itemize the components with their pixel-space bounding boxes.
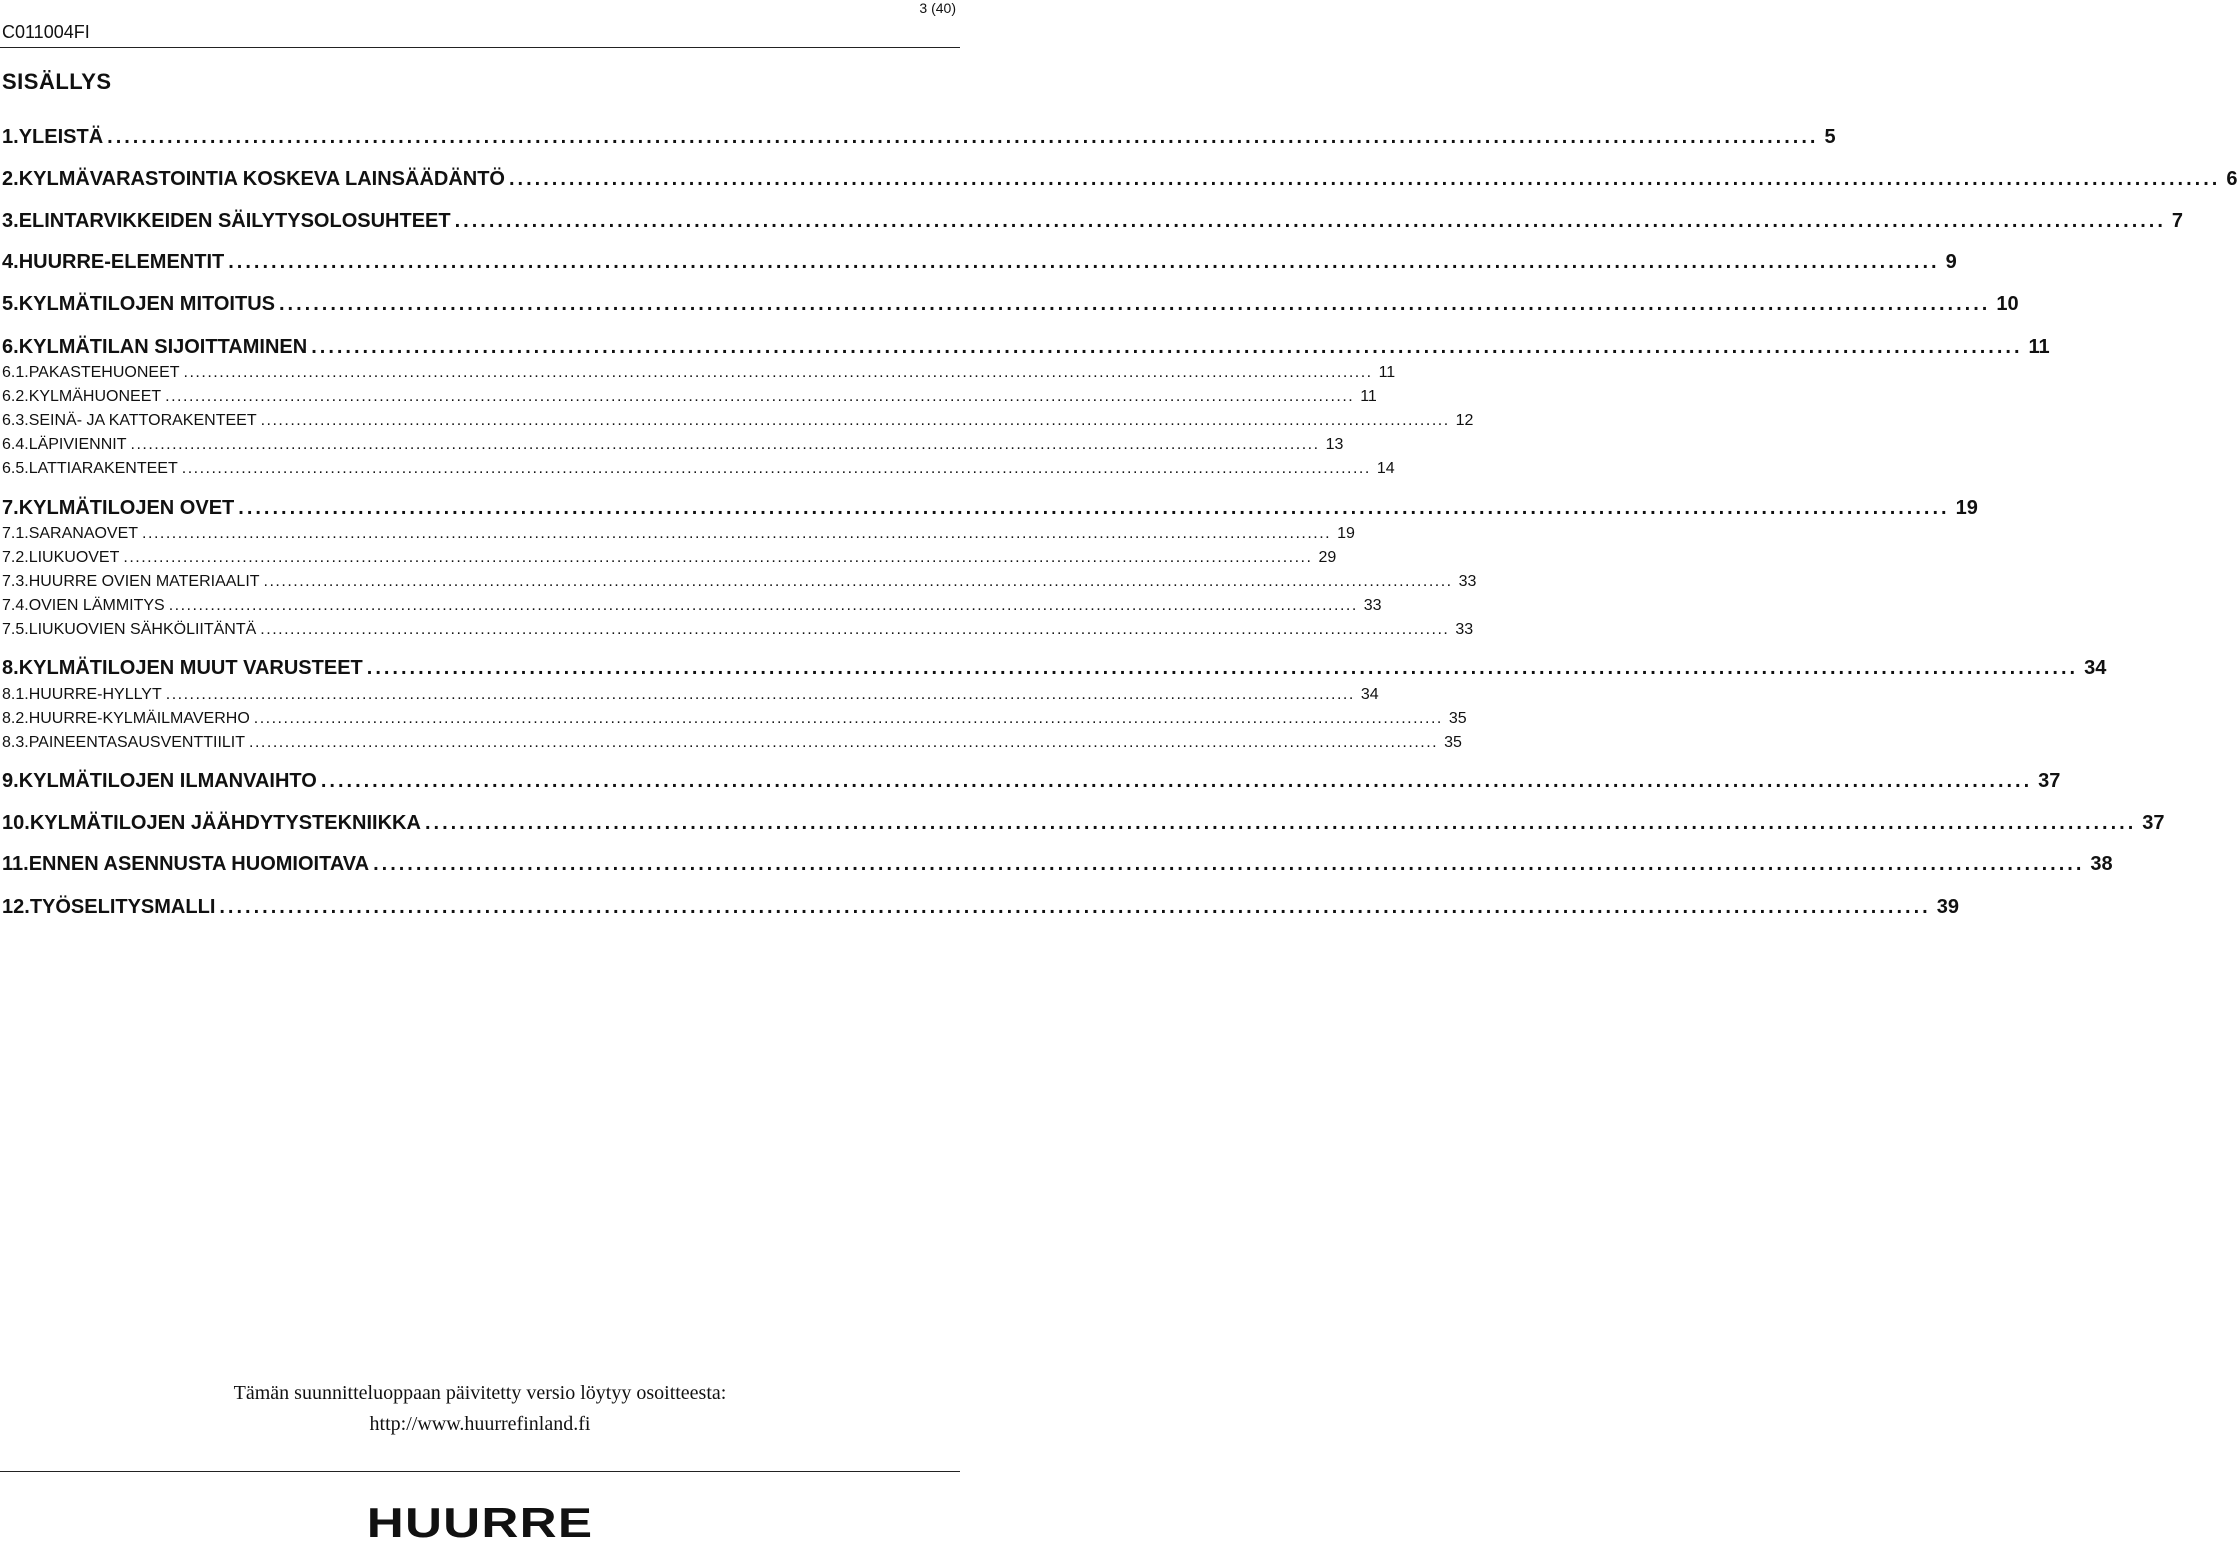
toc-entry-label: SEINÄ- JA KATTORAKENTEET <box>28 412 257 429</box>
toc-entry-page: 33 <box>1363 597 1382 614</box>
toc-entry-label: KYLMÄTILOJEN MITOITUS <box>18 293 275 315</box>
toc-entry[interactable] <box>2 812 2165 835</box>
toc-entry-number: 7.3. <box>2 573 29 590</box>
toc-entry-label: HUURRE-ELEMENTIT <box>18 251 225 273</box>
toc-entry-label: HUURRE OVIEN MATERIAALIT <box>28 573 260 590</box>
toc-entry-page: 38 <box>2090 853 2113 875</box>
toc-entry-page: 19 <box>1337 525 1355 542</box>
toc-leader-dots: ........................................................................................................................................................................................................ <box>228 251 1940 273</box>
toc-entry-page: 35 <box>1448 710 1467 727</box>
toc-entry-number: 6.2. <box>2 388 29 405</box>
toc-entry-number: 6.1. <box>2 364 29 381</box>
toc-leader-dots: ........................................................................................................................................................................................................ <box>253 710 1443 727</box>
header-divider <box>0 47 960 48</box>
toc-leader-dots: ........................................................................................................................................................................................................ <box>165 388 1355 405</box>
toc-entry-number: 7.5. <box>2 621 29 638</box>
toc-entry-page: 5 <box>1824 126 1836 148</box>
toc-entry-page: 35 <box>1444 734 1462 751</box>
toc-entry[interactable] <box>2 657 2107 680</box>
footer-divider <box>0 1471 960 1472</box>
toc-entry-label: OVIEN LÄMMITYS <box>28 597 165 614</box>
toc-entry[interactable] <box>2 770 2061 793</box>
toc-entry-page: 10 <box>1996 293 2019 315</box>
toc-leader-dots: ........................................................................................................................................................................................................ <box>168 597 1358 614</box>
toc-entry[interactable] <box>2 412 1474 430</box>
toc-entry-label: PAINEENTASAUSVENTTIILIT <box>28 734 246 751</box>
toc-entry-number: 11. <box>2 853 29 875</box>
toc-entry[interactable] <box>2 621 1474 639</box>
toc-entry-number: 2. <box>2 168 19 190</box>
toc-leader-dots: ........................................................................................................................................................................................................ <box>123 549 1313 566</box>
toc-entry-page: 11 <box>1360 388 1377 405</box>
toc-entry-number: 7.2. <box>2 549 29 566</box>
toc-entry[interactable] <box>2 126 1836 149</box>
toc-entry-page: 6 <box>2226 168 2237 190</box>
toc-leader-dots: ........................................................................................................................................................................................................ <box>279 293 1991 315</box>
toc-leader-dots: ........................................................................................................................................................................................................ <box>373 853 2085 875</box>
toc-entry-number: 8.1. <box>2 686 29 703</box>
toc-entry[interactable] <box>2 573 1477 591</box>
toc-entry-label: YLEISTÄ <box>18 126 104 148</box>
toc-entry-label: HUURRE-HYLLYT <box>28 686 162 703</box>
toc-entry-label: LIUKUOVET <box>28 549 120 566</box>
toc-entry-label: KYLMÄTILOJEN MUUT VARUSTEET <box>18 657 363 679</box>
toc-entry-label: HUURRE-KYLMÄILMAVERHO <box>28 710 250 727</box>
toc-entry-number: 12. <box>2 896 30 918</box>
toc-leader-dots: ........................................................................................................................................................................................................ <box>107 126 1819 148</box>
toc-entry-page: 39 <box>1936 896 1959 918</box>
toc-entry[interactable] <box>2 734 1462 752</box>
toc-entry[interactable] <box>2 460 1395 478</box>
toc-leader-dots: ........................................................................................................................................................................................................ <box>509 168 2221 190</box>
toc-entry-page: 11 <box>2028 336 2050 358</box>
toc-title: SISÄLLYS <box>2 69 112 94</box>
toc-entry-page: 34 <box>2084 657 2107 679</box>
toc-leader-dots: ........................................................................................................................................................................................................ <box>260 621 1450 638</box>
toc-entry-number: 9. <box>2 770 19 792</box>
toc-entry-number: 8.2. <box>2 710 29 727</box>
toc-entry-label: KYLMÄTILAN SIJOITTAMINEN <box>18 336 308 358</box>
toc-entry-number: 8. <box>2 657 19 679</box>
toc-leader-dots: ........................................................................................................................................................................................................ <box>165 686 1355 703</box>
toc-entry-label: KYLMÄVARASTOINTIA KOSKEVA LAINSÄÄDÄNTÖ <box>18 168 505 190</box>
toc-entry[interactable] <box>2 293 2019 316</box>
toc-entry-label: ENNEN ASENNUSTA HUOMIOITAVA <box>28 853 370 875</box>
toc-entry-label: LÄPIVIENNIT <box>28 436 127 453</box>
toc-entry-label: KYLMÄHUONEET <box>28 388 162 405</box>
toc-entry-label: KYLMÄTILOJEN ILMANVAIHTO <box>18 770 317 792</box>
toc-entry[interactable] <box>2 497 1978 520</box>
toc-leader-dots: ........................................................................................................................................................................................................ <box>320 770 2033 792</box>
toc-entry-label: SARANAOVET <box>28 525 139 542</box>
toc-leader-dots: ........................................................................................................................................................................................................ <box>424 812 2137 834</box>
huurre-logo: HUURRE <box>366 1499 594 1546</box>
toc-entry[interactable] <box>2 388 1377 406</box>
toc-entry-number: 1. <box>2 126 19 148</box>
toc-entry[interactable] <box>2 686 1379 704</box>
toc-leader-dots: ........................................................................................................................................................................................................ <box>238 497 1950 519</box>
toc-leader-dots: ........................................................................................................................................................................................................ <box>311 336 2023 358</box>
toc-entry-number: 7. <box>2 497 19 519</box>
update-notice <box>0 1378 960 1440</box>
toc-entry-page: 11 <box>1378 364 1396 381</box>
toc-entry-number: 5. <box>2 293 19 315</box>
toc-entry[interactable] <box>2 597 1382 615</box>
toc-entry-page: 14 <box>1376 460 1395 477</box>
toc-entry[interactable] <box>2 168 2237 191</box>
toc-entry-page: 13 <box>1325 436 1344 453</box>
toc-entry[interactable] <box>2 364 1396 382</box>
toc-leader-dots: ........................................................................................................................................................................................................ <box>142 525 1332 542</box>
toc-entry[interactable] <box>2 549 1337 567</box>
toc-entry[interactable] <box>2 853 2113 876</box>
toc-entry-page: 33 <box>1458 573 1477 590</box>
toc-entry-page: 12 <box>1455 412 1474 429</box>
toc-entry-number: 3. <box>2 210 19 232</box>
toc-entry-number: 4. <box>2 251 19 273</box>
toc-entry[interactable] <box>2 436 1344 454</box>
toc-entry-label: TYÖSELITYSMALLI <box>29 896 216 918</box>
toc-entry-page: 7 <box>2171 210 2184 232</box>
toc-entry-page: 37 <box>2142 812 2165 834</box>
toc-entry-number: 6.5. <box>2 460 29 477</box>
toc-entry-page: 9 <box>1945 251 1957 273</box>
toc-leader-dots: ........................................................................................................................................................................................................ <box>130 436 1320 453</box>
toc-entry[interactable] <box>2 251 1957 274</box>
toc-entry-page: 33 <box>1455 621 1474 638</box>
toc-leader-dots: ........................................................................................................................................................................................................ <box>263 573 1453 590</box>
toc-entry-page: 29 <box>1318 549 1337 566</box>
toc-entry-page: 19 <box>1955 497 1978 519</box>
toc-leader-dots: ........................................................................................................................................................................................................ <box>183 364 1373 381</box>
toc-entry-number: 6. <box>2 336 19 358</box>
toc-entry-label: KYLMÄTILOJEN OVET <box>18 497 235 519</box>
toc-entry[interactable] <box>2 525 1355 543</box>
toc-entry-number: 7.4. <box>2 597 29 614</box>
toc-entry-number: 6.3. <box>2 412 29 429</box>
toc-leader-dots: ........................................................................................................................................................................................................ <box>366 657 2079 679</box>
toc-entry[interactable] <box>2 710 1467 728</box>
toc-entry-page: 34 <box>1360 686 1379 703</box>
toc-entry[interactable] <box>2 336 2050 359</box>
toc-entry-number: 10. <box>2 812 30 834</box>
document-code: C011004FI <box>2 22 90 42</box>
toc-entry[interactable] <box>2 210 2184 233</box>
update-notice-text: Tämän suunnitteluoppaan päivitetty versio löytyy osoitteesta: <box>233 1382 727 1404</box>
toc-entry-number: 7.1. <box>2 525 29 542</box>
toc-leader-dots: ........................................................................................................................................................................................................ <box>219 896 1931 918</box>
toc-entry-label: LATTIARAKENTEET <box>28 460 178 477</box>
toc-leader-dots: ........................................................................................................................................................................................................ <box>454 210 2166 232</box>
toc-entry[interactable] <box>2 896 1959 919</box>
toc-entry-label: PAKASTEHUONEET <box>28 364 180 381</box>
toc-leader-dots: ........................................................................................................................................................................................................ <box>249 734 1439 751</box>
toc-entry-label: KYLMÄTILOJEN JÄÄHDYTYSTEKNIIKKA <box>29 812 421 834</box>
toc-entry-label: ELINTARVIKKEIDEN SÄILYTYSOLOSUHTEET <box>18 210 451 232</box>
toc-leader-dots: ........................................................................................................................................................................................................ <box>181 460 1371 477</box>
toc-entry-page: 37 <box>2038 770 2061 792</box>
toc-leader-dots: ........................................................................................................................................................................................................ <box>260 412 1450 429</box>
toc-entry-number: 6.4. <box>2 436 29 453</box>
toc-entry-label: LIUKUOVIEN SÄHKÖLIITÄNTÄ <box>28 621 257 638</box>
page-number: 3 (40) <box>919 0 956 16</box>
toc-entry-number: 8.3. <box>2 734 29 751</box>
update-notice-url[interactable]: http://www.huurrefinland.fi <box>369 1413 591 1435</box>
